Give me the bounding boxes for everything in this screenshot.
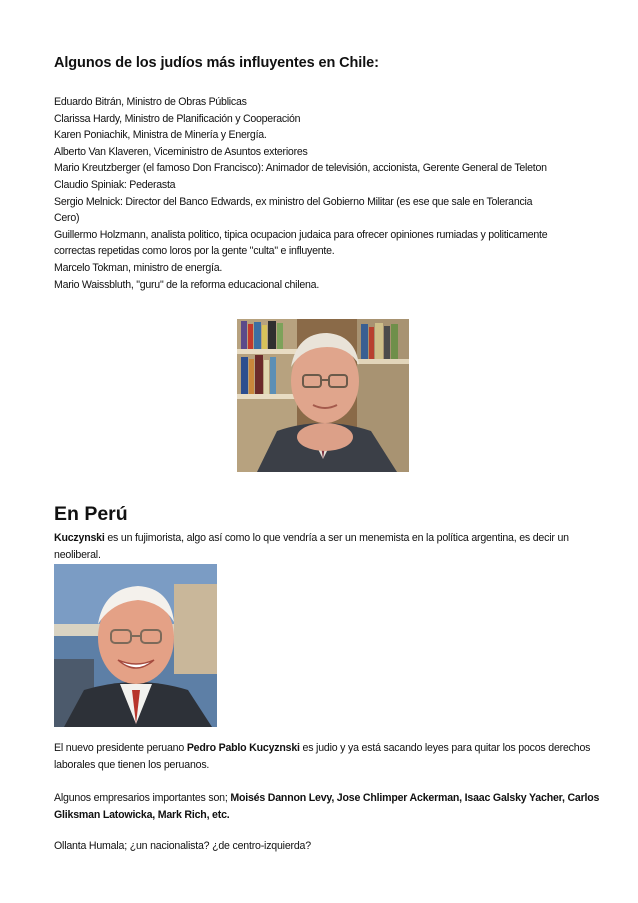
list-item: Clarissa Hardy, Ministro de Planificación y Cooperación — [54, 112, 301, 125]
chile-heading: Algunos de los judíos más influyentes en Chile: — [54, 55, 379, 71]
list-item: Mario Kreutzberger (el famoso Don Francisco): Animador de televisión, accionista, Gerente General de Teleton — [54, 162, 547, 175]
businessmen-paragraph — [54, 790, 602, 824]
list-item: Sergio Melnick: Director del Banco Edwards, ex ministro del Gobierno Militar (es ese que sale en Tolerancia — [54, 195, 533, 208]
humala-paragraph: Ollanta Humala; ¿un nacionalista? ¿de centro-izquierda? — [54, 840, 311, 852]
list-item: Mario Waissbluth, "guru" de la reforma educacional chilena. — [54, 278, 320, 291]
portrait-photo-bookshelf — [237, 319, 409, 472]
businessmen-text-before: Algunos empresarios importantes son; — [54, 792, 231, 804]
kuczynski-name: Kuczynski — [54, 532, 105, 544]
list-item: Alberto Van Klaveren, Viceministro de Asuntos exteriores — [54, 145, 308, 158]
chile-people-list — [54, 94, 602, 293]
peru-heading: En Perú — [54, 503, 128, 525]
list-item: correctas repetidas como loros por la gente "culta" e influyente. — [54, 245, 335, 258]
businessmen-names: Moisés Dannon Levy, Jose Chlimper Ackerman, Isaac Galsky Yacher, Carlos Gliksman Latowicka, Mark Rich, etc. — [54, 792, 600, 821]
list-item: Cero) — [54, 212, 80, 225]
list-item: Claudio Spiniak: Pederasta — [54, 178, 176, 191]
president-name: Pedro Pablo Kucyznski — [186, 742, 300, 754]
kuczynski-intro-paragraph — [54, 530, 602, 564]
kuczynski-intro-text: es un fujimorista, algo así como lo que vendría a ser un menemista en la política argentina, es decir un neoliberal. — [54, 532, 569, 561]
list-item: Karen Poniachik, Ministra de Minería y Energía. — [54, 129, 267, 142]
list-item: Eduardo Bitrán, Ministro de Obras Públicas — [54, 96, 247, 108]
president-text-before: El nuevo presidente peruano — [54, 742, 187, 754]
list-item: Marcelo Tokman, ministro de energía. — [54, 261, 223, 274]
portrait-photo-kuczynski — [54, 564, 217, 727]
president-paragraph — [54, 740, 602, 774]
list-item: Guillermo Holzmann, analista politico, tipica ocupacion judaica para ofrecer opiniones rumiadas y politicamente — [54, 228, 548, 241]
president-text-after: es judio y ya está sacando leyes para quitar los pocos derechos laborales que tienen los peruanos. — [54, 742, 591, 771]
